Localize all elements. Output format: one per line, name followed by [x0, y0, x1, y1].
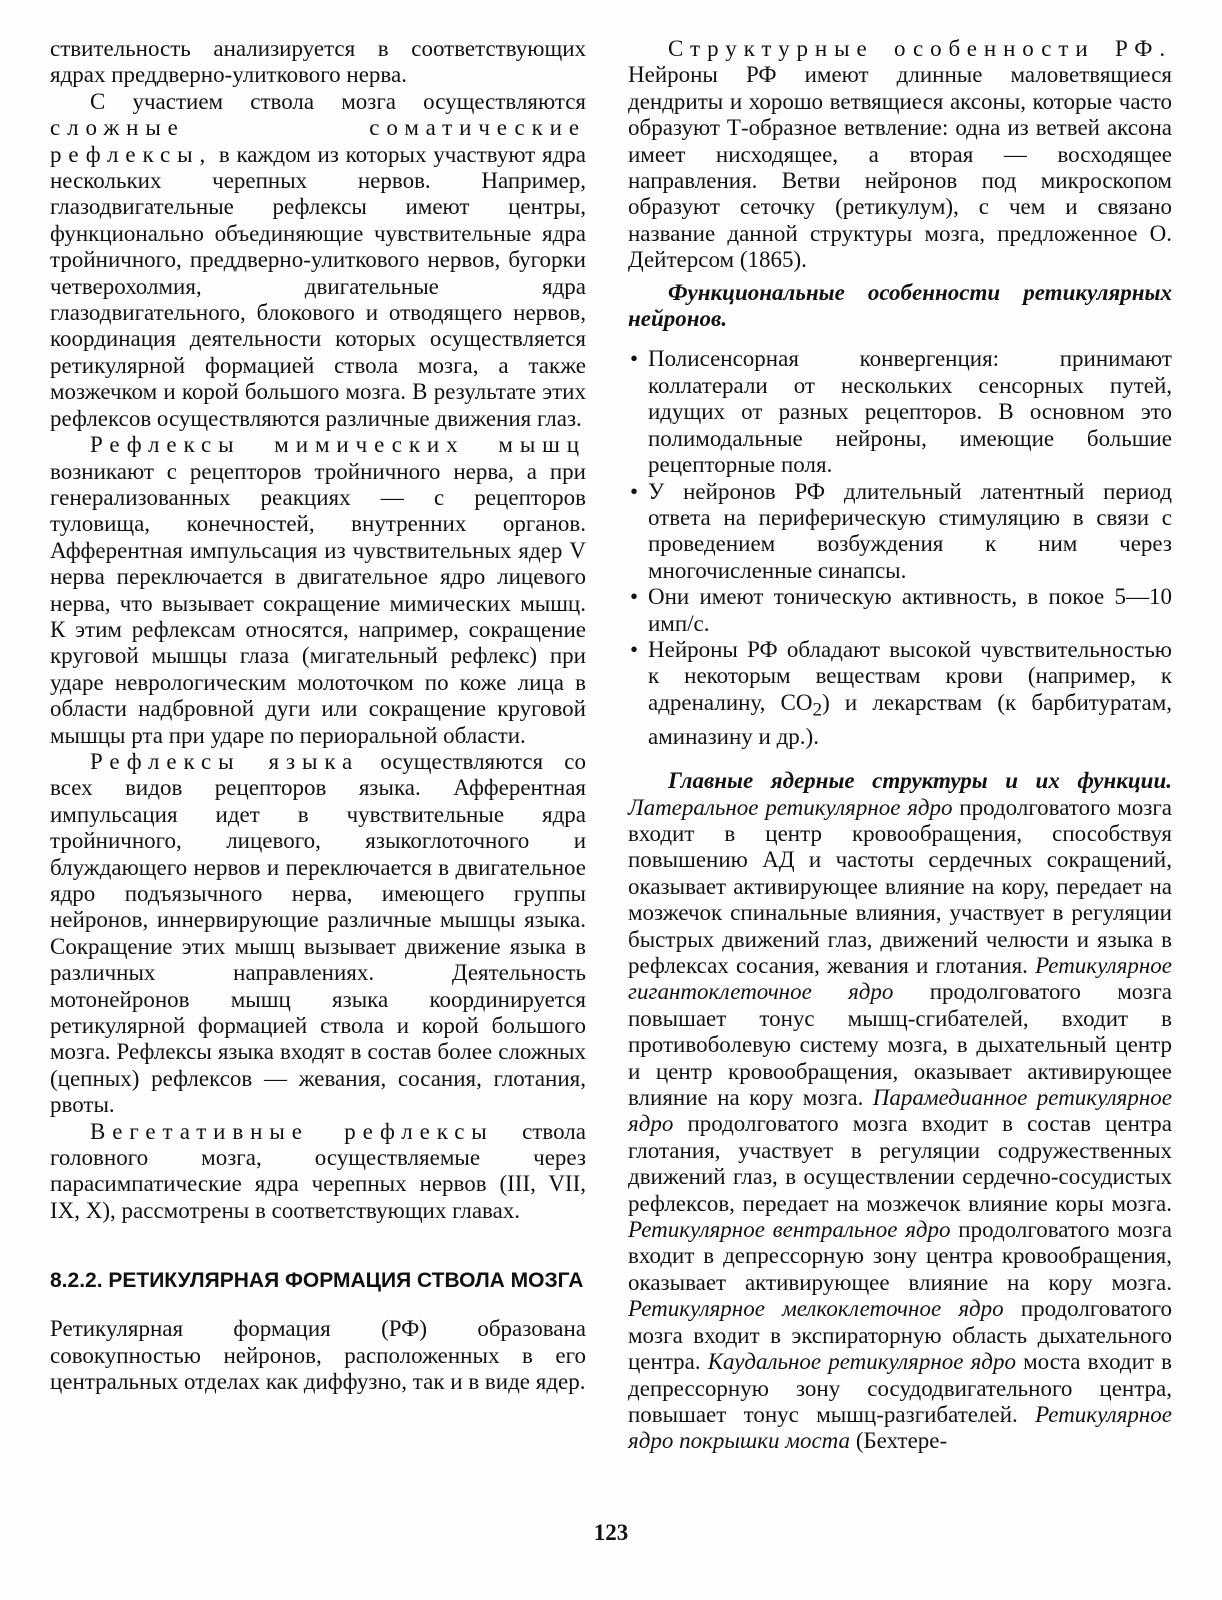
paragraph-nuclear-structures: Главные ядерные структуры и их функции. Латеральное ретикулярное ядро продолговатого мозга входит в центр кровообращения, способствуя повышению АД и частоты сердечных сокращений, оказывает активирующее влияние на кору, передает на мозжечок спинальные влияния, участвует в регуляции быстрых движений глаз, движений челюсти и языка в рефлексах сосания, жевания и глотания. Ретикулярное гигантоклеточное ядро продолговатого мозга повышает тонус мышц-сгибателей, входит в противоболевую систему мозга, в дыхательный центр и центр кровообращения, оказывает активирующее влияние на кору мозга. Парамедианное ретикулярное ядро продолговатого мозга входит в состав центра глотания, участвует в регуляции содружественных движений глаз, в осуществлении сердечно-сосудистых рефлексов, передает на мозжечок влияние коры мозга. Ретикулярное вентральное ядро продолговатого мозга входит в депрессорную зону центра кровообращения, оказывает активирующее влияние на кору мозга. Ретикулярное мелкоклеточное ядро продолговатого мозга входит в экспираторную область дыхательного центра. Каудальное ретикулярное ядро моста входит в депрессорную зону сосудодвигательного центра, повышает тонус мышц-разгибателей. Ретикулярное ядро покрышки моста (Бехтере-: [628, 768, 1173, 1454]
paragraph-mimic-reflexes: Рефлексы мимических мышц возникают с рецепторов тройничного нерва, а при генерализованных реакциях — с рецепторов туловища, конечностей, внутренних органов. Афферентная импульсация из чувствительных ядер V нерва переключается в двигательное ядро лицевого нерва, что вызывает сокращение мимических мышц. К этим рефлексам относятся, например, сокращение круговой мышцы глаза (мигательный рефлекс) при ударе неврологическим молоточком по коже лица в области надбровной дуги или сокращение круговой мышцы рта при ударе по периоральной области.: [50, 432, 586, 748]
subheading-nuclear-structures: Главные ядерные структуры и их функции.: [668, 768, 1172, 794]
spaced-term: сложные соматические рефлексы,: [50, 115, 586, 167]
left-column: [50, 36, 586, 1396]
spaced-term: Рефлексы языка: [90, 748, 360, 774]
paragraph-tongue-reflexes: Рефлексы языка осуществляются со всех видов рецепторов языка. Афферентная импульсация идет в чувствительные ядра тройничного, лицевого, языкоглоточного и блуждающего нервов и переключается в двигательное ядро подъязычного нерва, имеющего группы нейронов, иннервирующие различные мышцы языка. Сокращение этих мышц вызывает движение языка в различных направлениях. Деятельность мотонейронов мышц языка координируется ретикулярной формацией ствола и корой большого мозга. Рефлексы языка входят в состав более сложных (цепных) рефлексов — жевания, сосания, глотания, рвоты.: [50, 748, 586, 1118]
spaced-term: Вегетативные рефлексы: [90, 1118, 494, 1144]
paragraph-continuation: ствительность анализируется в соответствующих ядрах преддверно-улиткового нерва.: [50, 36, 586, 88]
page-number: 123: [593, 1520, 629, 1545]
list-item: • Нейроны РФ обладают высокой чувствительностью к некоторым веществам крови (например, к адреналину, $CO_2$) и лекарствам (к барбитуратам, аминазину и др.).: [628, 637, 1172, 750]
section-heading: 8.2.2. РЕТИКУЛЯРНАЯ ФОРМАЦИЯ СТВОЛА МОЗГА: [50, 1269, 584, 1293]
paragraph-reticular-intro: Ретикулярная формация (РФ) образована совокупностью нейронов, расположенных в его центральных отделах как диффузно, так и в виде ядер.: [50, 1316, 586, 1395]
paragraph-somatic-reflexes: С участием ствола мозга осуществляются сложные соматические рефлексы, в каждом из которых участвуют ядра нескольких черепных нервов. Например, глазодвигательные рефлексы имеют центры, функционально объединяющие чувствительные ядра тройничного, преддверно-улиткового нервов, бугорки четверохолмия, двигательные ядра глазодвигательного, блокового и отводящего нервов, координация деятельности которых осуществляется ретикулярной формацией ствола мозга, а также мозжечком и корой большого мозга. В результате этих рефлексов осуществляются различные движения глаз.: [50, 88, 587, 431]
spaced-term: Рефлексы мимических мышц: [90, 432, 586, 458]
right-column: [628, 36, 1172, 1455]
list-item: • Полисенсорная конвергенция: принимают коллатерали от нескольких сенсорных путей, идущих от разных рецепторов. В основном это полимодальные нейроны, имеющие большие рецепторные поля.: [628, 346, 1172, 478]
paragraph-structural-features: Структурные особенности РФ. Нейроны РФ имеют длинные маловетвящиеся дендриты и хорошо ветвящиеся аксоны, которые часто образуют Т-образное ветвление: одна из ветвей аксона имеет нисходящее, а вторая — восходящее направления. Ветви нейронов под микроскопом образуют сеточку (ретикулум), с чем и связано название данной структуры мозга, предложенное О. Дейтерсом (1865).: [628, 36, 1172, 273]
subheading-functional-features: Функциональные особенности ретикулярных нейронов.: [628, 279, 1172, 332]
bullet-list: [628, 346, 1172, 750]
paragraph-vegetative-reflexes: Вегетативные рефлексы ствола головного мозга, осуществляемые через парасимпатические ядра черепных нервов (III, VII, IX, X), рассмотрены в соответствующих главах.: [50, 1118, 586, 1223]
list-item: • Они имеют тоническую активность, в покое 5—10 имп/с.: [628, 584, 1172, 637]
list-item: • У нейронов РФ длительный латентный период ответа на периферическую стимуляцию в связи с проведением возбуждения к ним через многочисленные синапсы.: [628, 479, 1172, 585]
spaced-term: Структурные особенности РФ.: [668, 36, 1172, 61]
